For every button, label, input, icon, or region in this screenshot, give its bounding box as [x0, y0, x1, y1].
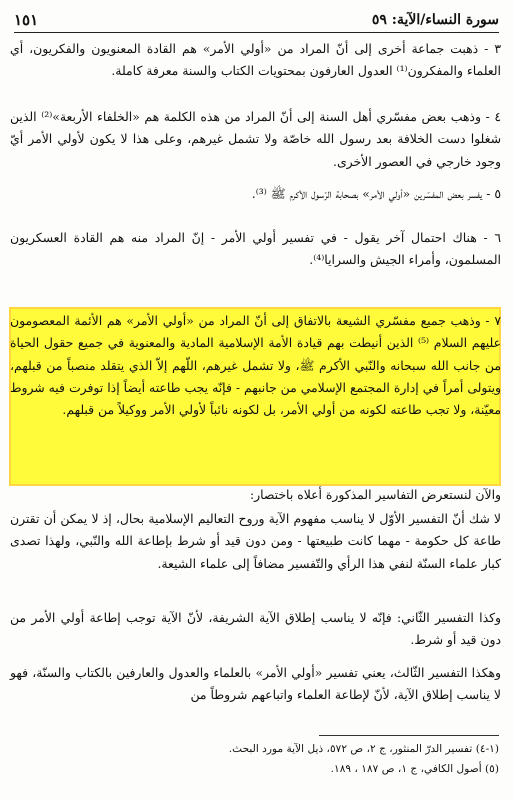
surah-title: سورة النساء/الآية: ٥٩: [371, 12, 499, 28]
paragraph-5: ٥ - يفسر بعض المفسّرين «أولي الأمر» بصحابة الرّسول الأكرم ﷺ ⁽³⁾.: [251, 186, 501, 201]
paragraph-first-interpretation: لا شك أنّ التفسير الأوّل لا يناسب مفهوم الآية وروح التعاليم الإسلامية بحال، إذ لا يمكن أن تقترن طاعة كل حكومة - مهما كانت طبيعتها - ومن دون قيد أو شرط بإطاعة الله والنّبي، ولهذا تصدى كبار علماء السنّة لنفي هذا الرأي والتّفسير مضافاً إلى علماء الشيعة.: [10, 511, 501, 571]
paragraph-second-interpretation: وكذا التفسير الثّاني: فإنّه لا يناسب إطلاق الآية الشريفة، لأنّ الآية توجب إطاعة أولي الأمر من دون قيد أو شرط.: [10, 610, 501, 648]
paragraph-6: ٦ - هناك احتمال آخر يقول - في تفسير أولي الأمر - إنّ المراد منه هم القادة العسكريون المسلمون، وأمراء الجيش والسرايا⁽⁴⁾.: [10, 230, 501, 268]
footnote-1: (١-٤) تفسير الدرّ المنثور، ج ٢، ص ٥٧٢، ذيل الآية مورد البحث.: [228, 743, 499, 755]
page-number: ١٥١: [14, 11, 39, 29]
paragraph-intro: والآن لنستعرض التفاسير المذكورة أعلاه باختصار:: [249, 487, 501, 502]
footnote-divider: [319, 735, 499, 736]
paragraph-3: ٣ - ذهبت جماعة أخرى إلى أنّ المراد من «أولي الأمر» هم القادة المعنويون والفكريون، أي العلماء والمفكرون⁽¹⁾ العدول العارفون بمحتويات الكتاب والسنة معرفة كاملة.: [10, 41, 501, 79]
paragraph-third-interpretation: وهكذا التفسير الثّالث، يعني تفسير «أولي الأمر» بالعلماء والعدول والعارفين بالكتاب والسنّة، فهو لا يناسب إطلاق الآية، لأنّ لإطاعة العلماء واتباعهم شروطاً من: [10, 665, 501, 703]
footnote-2: (٥) أصول الكافي، ج ١، ص ١٨٧ ، ١٨٩.: [330, 763, 499, 775]
paragraph-7-highlighted: ٧ - وذهب جميع مفسّري الشيعة بالاتفاق إلى أنّ المراد من «أولي الأمر» هم الأئمة المعصومون عليهم السلام ⁽⁵⁾ الذين أنيطت بهم قيادة الأمة الإسلامية المادية والمعنوية في جميع حقول الحياة من جانب الله سبحانه والنّبي الأكرم ﷺ، ولا تشمل غيرهم، اللّهم إلاّ الذي يتقلد منصباً من قبلهم، ويتولى أمراً في إدارة المجتمع الإسلامي من جانبهم - فإنّه يجب طاعته أيضاً إذا توفرت فيه شروط معيّنة، ولا تجب طاعته لكونه من أولي الأمر، بل لكونه نائباً لأولي الأمر ووكيلاً من قبلهم.: [10, 313, 501, 418]
page-header: [14, 8, 499, 33]
paragraph-4: ٤ - وذهب بعض مفسّري أهل السنة إلى أنّ المراد من هذه الكلمة هم «الخلفاء الأربعة»⁽²⁾ الذين شغلوا دست الخلافة بعد رسول الله خاصّة ولا تشمل غيرهم، وعلى هذا لا يكون لأولي الأمر أيّ وجود خارجي في العصور الأخرى.: [10, 109, 501, 169]
